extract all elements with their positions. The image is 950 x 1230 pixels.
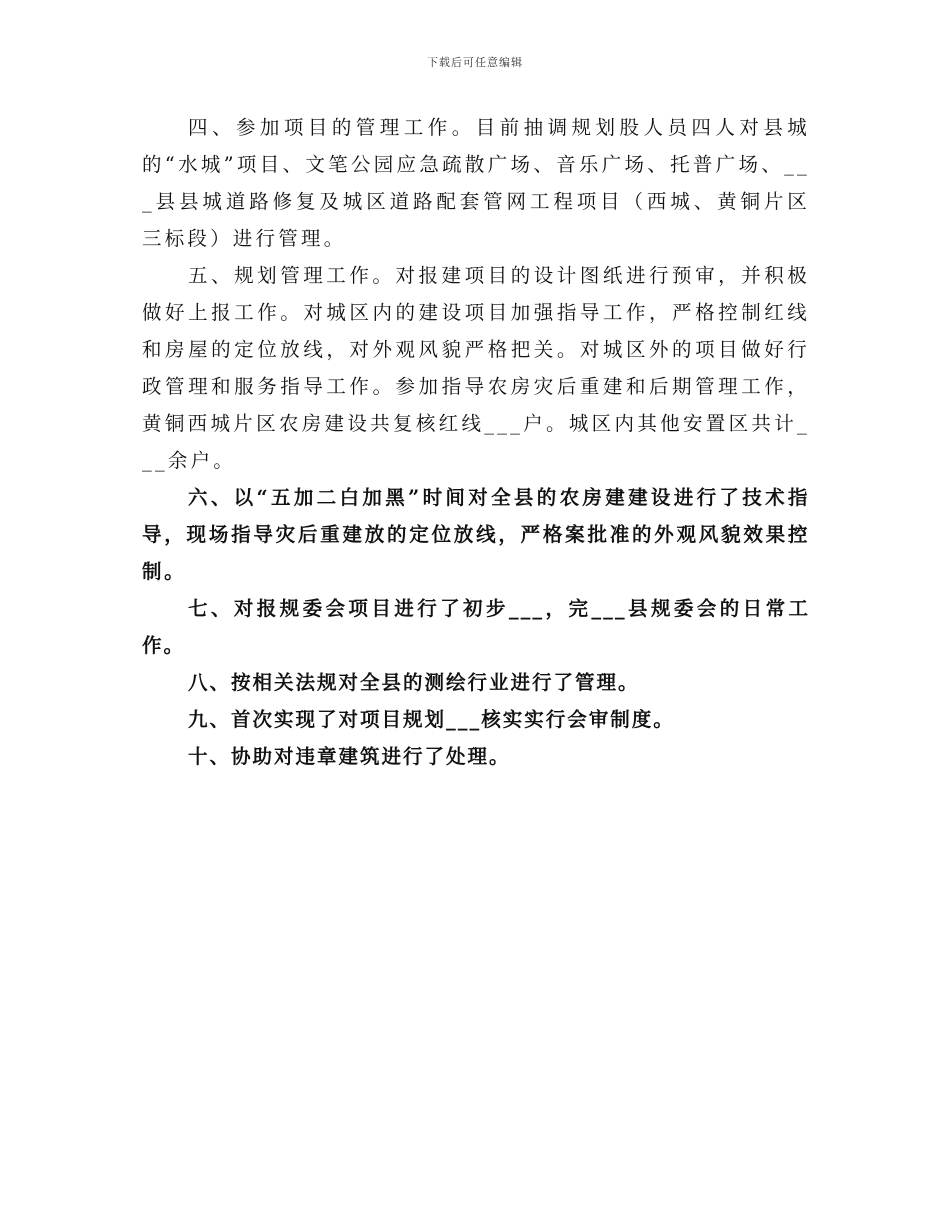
paragraph-item-10: 十、协助对违章建筑进行了处理。 [188, 745, 511, 768]
document-body [142, 109, 810, 775]
paragraph-item-9: 九、首次实现了对项目规划___核实实行会审制度。 [188, 708, 675, 731]
paragraph-item-8: 八、按相关法规对全县的测绘行业进行了管理。 [188, 671, 640, 694]
paragraph-item-5: 五、规划管理工作。对报建项目的设计图纸进行预审，并积极做好上报工作。对城区内的建设项目加强指导工作，严格控制红线和房屋的定位放线，对外观风貌严格把关。对城区外的项目做好行政管理和服务指导工作。参加指导农房灾后重建和后期管理工作，黄铜西城片区农房建设共复核红线___户。城区内其他安置区共计___余户。 [142, 264, 810, 472]
paragraph-item-6: 六、以“五加二白加黑”时间对全县的农房建建设进行了技术指导，现场指导灾后重建放的定位放线，严格案批准的外观风貌效果控制。 [142, 486, 810, 583]
page-header: 下载后可任意编辑 [427, 56, 523, 69]
paragraph-item-7: 七、对报规委会项目进行了初步___，完___县规委会的日常工作。 [142, 597, 810, 657]
paragraph-item-4: 四、参加项目的管理工作。目前抽调规划股人员四人对县城的“水城”项目、文笔公园应急疏散广场、音乐广场、托普广场、___县县城道路修复及城区道路配套管网工程项目（西城、黄铜片区三标段）进行管理。 [142, 116, 810, 250]
